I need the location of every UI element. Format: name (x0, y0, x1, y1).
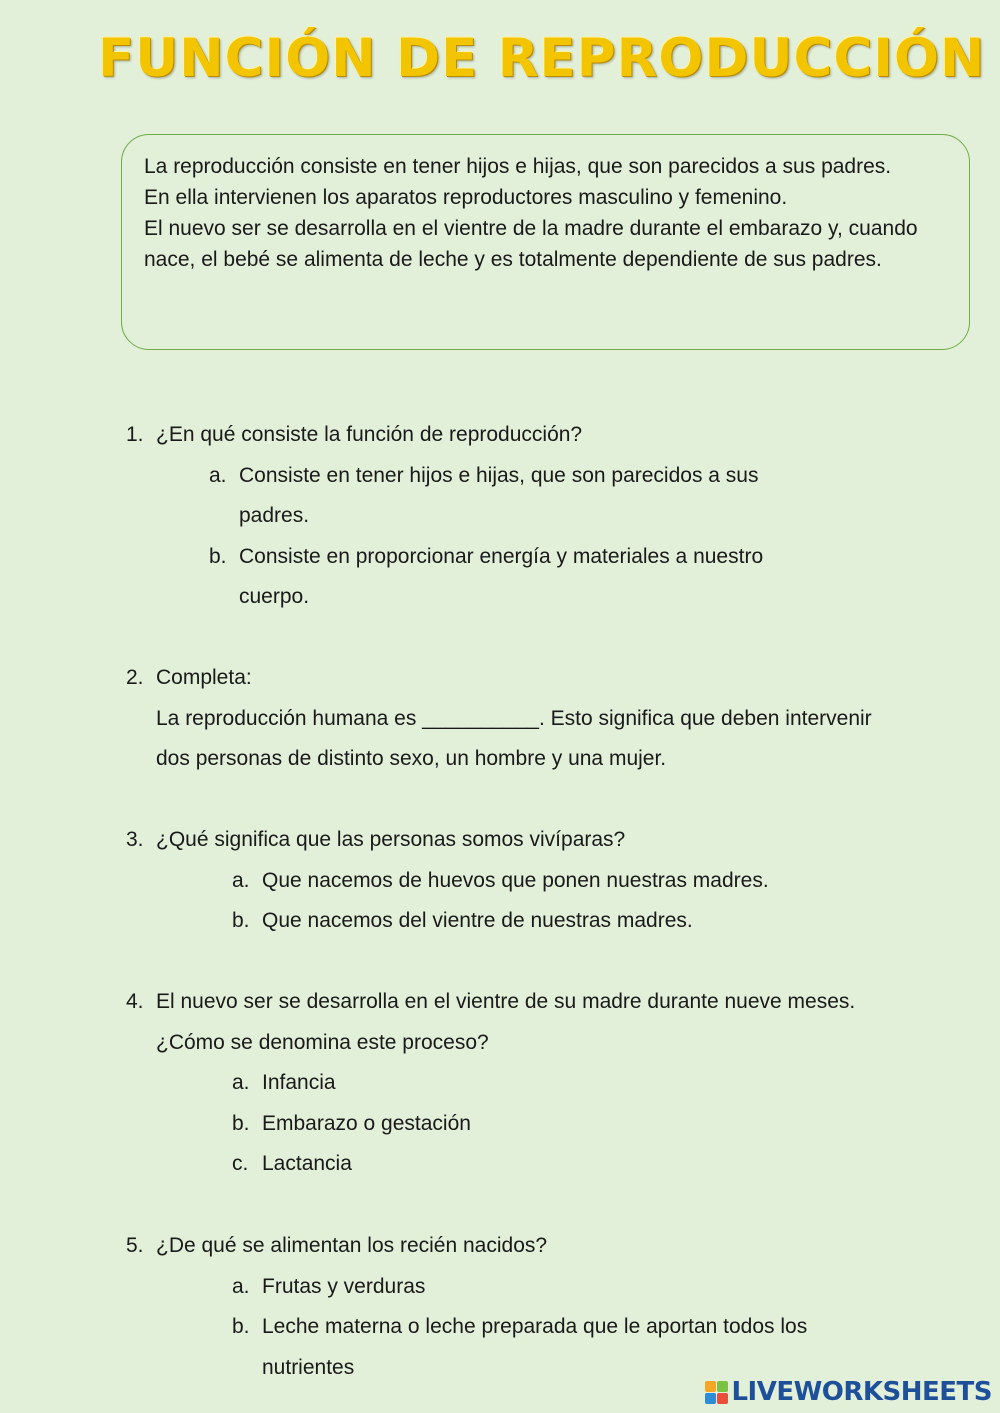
answer-option-a[interactable] (232, 1267, 882, 1308)
answer-option-b[interactable] (209, 537, 829, 618)
question-2 (126, 658, 886, 780)
options-list (232, 1063, 886, 1185)
question-5 (126, 1226, 906, 1388)
option-text: Embarazo o gestación (262, 1111, 471, 1135)
question-4 (126, 982, 886, 1185)
intro-paragraph: El nuevo ser se desarrolla en el vientre de la madre durante el embarazo y, cuando nace, el bebé se alimenta de leche y es totalmente dependiente de sus padres. (144, 217, 918, 271)
logo-mark-square (717, 1381, 728, 1392)
logo-mark-square (705, 1381, 716, 1392)
question-text: ¿De qué se alimentan los recién nacidos? (156, 1234, 548, 1257)
option-text: Lactancia (262, 1152, 352, 1175)
question-number: 5. (126, 1234, 144, 1257)
answer-option-b[interactable] (232, 1104, 886, 1145)
options-list (209, 456, 829, 618)
option-letter: a. (232, 868, 250, 892)
question-number: 2. (126, 666, 144, 689)
page-title: FUNCIÓN DE REPRODUCCIÓN (98, 28, 986, 89)
question-text: El nuevo ser se desarrolla en el vientre de su madre durante nueve meses. ¿Cómo se denomina este proceso? (156, 990, 856, 1054)
logo-mark-icon (705, 1381, 728, 1404)
question-3 (126, 820, 906, 942)
option-letter: a. (232, 1071, 250, 1094)
option-letter: b. (232, 1111, 250, 1135)
option-letter: a. (232, 1274, 250, 1298)
intro-paragraph: La reproducción consiste en tener hijos e hijas, que son parecidos a sus padres. (144, 155, 892, 178)
logo-mark-square (717, 1393, 728, 1404)
liveworksheets-logo[interactable] (705, 1377, 992, 1407)
question-number: 3. (126, 828, 144, 851)
options-list (232, 861, 906, 942)
answer-option-c[interactable] (232, 1144, 886, 1185)
question-text: Completa: (156, 666, 252, 689)
intro-paragraph: En ella intervienen los aparatos reproductores masculino y femenino. (144, 186, 788, 209)
question-text: ¿Qué significa que las personas somos vivíparas? (156, 828, 626, 851)
options-list (232, 1267, 882, 1389)
option-text: Que nacemos del vientre de nuestras madres. (262, 909, 693, 932)
option-letter: a. (209, 463, 227, 487)
question-1 (126, 415, 906, 618)
option-text: Infancia (262, 1071, 336, 1094)
question-text: ¿En qué consiste la función de reproducción? (156, 423, 583, 446)
logo-text: LIVEWORKSHEETS (731, 1377, 992, 1407)
intro-box (121, 134, 970, 350)
answer-option-a[interactable] (232, 861, 906, 902)
option-letter: b. (232, 909, 250, 932)
answer-option-a[interactable] (232, 1063, 886, 1104)
option-text: Leche materna o leche preparada que le aportan todos los nutrientes (262, 1315, 808, 1379)
question-number: 1. (126, 423, 144, 446)
fill-in-blank-text[interactable]: La reproducción humana es __________. Esto significa que deben intervenir dos personas de distinto sexo, un hombre y una mujer. (156, 706, 872, 770)
option-text: Que nacemos de huevos que ponen nuestras madres. (262, 868, 769, 892)
answer-option-a[interactable] (209, 456, 829, 537)
option-text: Frutas y verduras (262, 1274, 426, 1298)
logo-mark-square (705, 1393, 716, 1404)
answer-option-b[interactable] (232, 1307, 882, 1388)
question-number: 4. (126, 990, 144, 1013)
option-letter: c. (232, 1152, 249, 1175)
answer-option-b[interactable] (232, 901, 906, 942)
option-text: Consiste en tener hijos e hijas, que son parecidos a sus padres. (239, 463, 759, 527)
option-letter: b. (232, 1315, 250, 1338)
option-text: Consiste en proporcionar energía y materiales a nuestro cuerpo. (239, 544, 764, 608)
option-letter: b. (209, 544, 227, 568)
